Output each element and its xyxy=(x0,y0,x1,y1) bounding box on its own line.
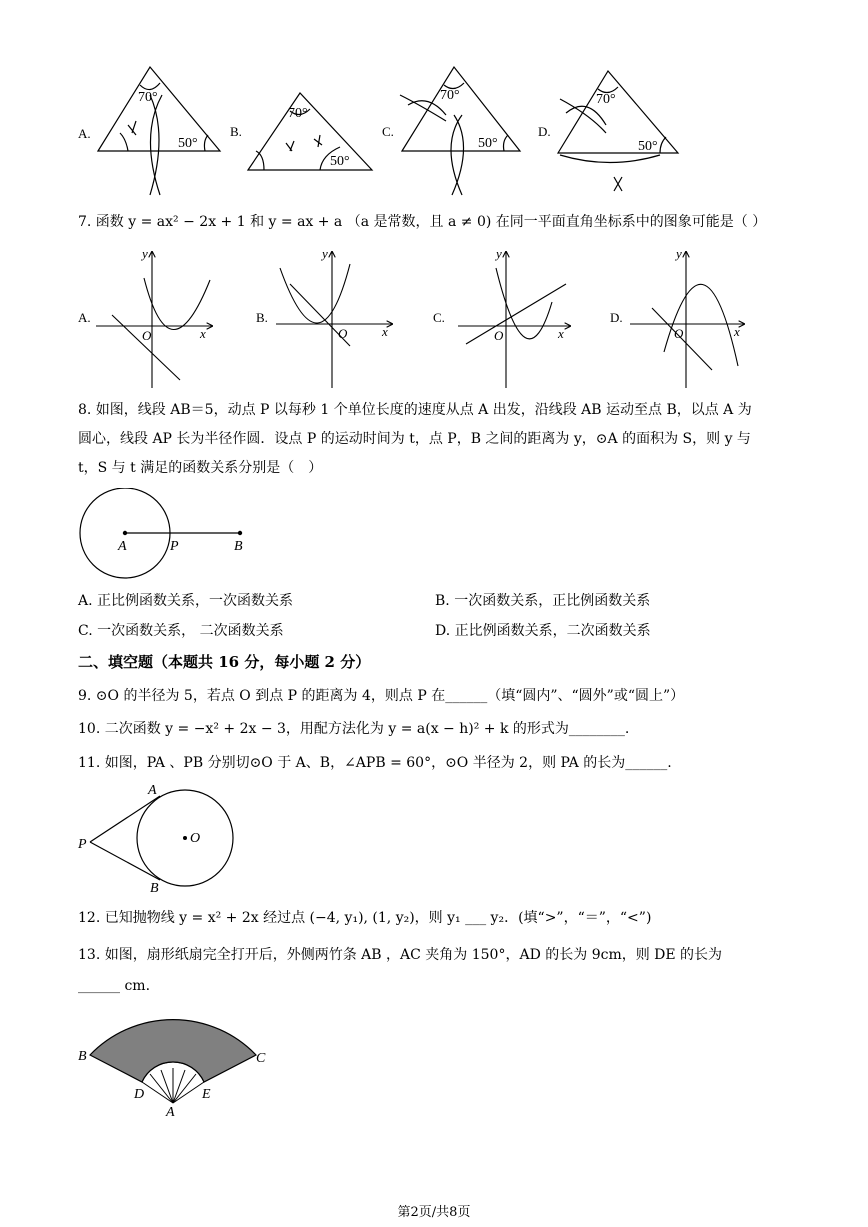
q7-b-x: x xyxy=(382,324,388,339)
q9-question: 9. ⊙O 的半径为 5，若点 O 到点 P 的距离为 4，则点 P 在______（填“圆内”、“圆外”或“圆上”） xyxy=(78,688,685,704)
q8-choice-d: D. 正比例函数关系，二次函数关系 xyxy=(435,623,651,639)
q8-choice-c: C. 一次函数关系， 二次函数关系 xyxy=(78,623,284,639)
q6-b-angle-top: 70° xyxy=(288,106,308,121)
q12-question: 12. 已知抛物线 y = x² + 2x 经过点 (−4, y₁), (1, y₂)，则 y₁ ___ y₂．(填“>”，“＝”，“<”) xyxy=(78,910,652,926)
q6-triangle-c xyxy=(400,67,520,195)
q11-question: 11. 如图，PA 、PB 分别切⊙O 于 A、B，∠APB = 60°，⊙O 半径为 2，则 PA 的长为______. xyxy=(78,755,672,771)
q11-point-o: O xyxy=(190,831,201,846)
page-footer: 第2页/共8页 xyxy=(397,1205,471,1220)
q6-triangle-a xyxy=(98,67,220,195)
q6-a-angle-top: 70° xyxy=(138,90,158,105)
q8-svg xyxy=(70,488,270,588)
q8-line3: t，S 与 t 满足的函数关系分别是（ ） xyxy=(78,460,323,476)
q13-figure xyxy=(70,1000,290,1120)
q7-a-y: y xyxy=(142,246,148,261)
q7-a-x: x xyxy=(200,326,206,341)
q6-d-angle-top: 70° xyxy=(596,92,616,107)
q13-line1: 13. 如图，扇形纸扇完全打开后，外侧两竹条 AB ，AC 夹角为 150°，AD 的长为 9cm，则 DE 的长为 xyxy=(78,947,723,963)
q11-point-b: B xyxy=(150,881,159,896)
q6-option-b-label: B. xyxy=(230,124,242,139)
q13-point-c: C xyxy=(256,1051,266,1066)
q13-line2: ______ cm. xyxy=(78,978,151,994)
q6-option-d-label: D. xyxy=(538,124,551,139)
q6-b-angle-right: 50° xyxy=(330,154,350,169)
q10-question: 10. 二次函数 y = −x² + 2x − 3，用配方法化为 y = a(x − h)² + k 的形式为________. xyxy=(78,721,630,737)
q7-a-origin: O xyxy=(142,328,152,343)
q7-option-c-label: C. xyxy=(433,310,445,325)
q6-option-c-label: C. xyxy=(382,124,394,139)
q7-graph-c xyxy=(458,252,570,388)
q8-point-a: A xyxy=(118,539,127,554)
q7-b-origin: O xyxy=(338,326,348,341)
q6-figures xyxy=(0,55,868,205)
q6-c-angle-right: 50° xyxy=(478,136,498,151)
q13-point-b: B xyxy=(78,1049,87,1064)
q7-c-origin: O xyxy=(494,328,504,343)
q6-option-a-label: A. xyxy=(78,126,91,141)
q11-svg xyxy=(70,778,250,898)
section-2-heading: 二、填空题（本题共 16 分，每小题 2 分） xyxy=(78,653,371,671)
q8-point-p: P xyxy=(170,539,179,554)
q13-svg xyxy=(70,1000,290,1120)
q8-figure xyxy=(70,488,270,588)
q6-d-angle-right: 50° xyxy=(638,139,658,154)
q6-c-angle-top: 70° xyxy=(440,88,460,103)
q7-d-x: x xyxy=(734,324,740,339)
q7-svg xyxy=(0,240,868,395)
q8-choice-b: B. 一次函数关系，正比例函数关系 xyxy=(435,593,651,609)
q7-question: 7. 函数 y = ax² − 2x + 1 和 y = ax + a （a 是常数，且 a ≠ 0) 在同一平面直角坐标系中的图象可能是（ ） xyxy=(78,214,767,230)
q8-line2: 圆心，线段 AP 长为半径作圆．设点 P 的运动时间为 t，点 P，B 之间的距离为 y，⊙A 的面积为 S，则 y 与 xyxy=(78,431,751,447)
q6-svg xyxy=(0,55,868,205)
q11-point-p: P xyxy=(78,837,87,852)
q11-point-a: A xyxy=(148,783,157,798)
q13-point-d: D xyxy=(134,1087,145,1102)
q7-graph-a xyxy=(96,252,212,388)
q7-b-y: y xyxy=(322,246,328,261)
q8-choice-a: A. 正比例函数关系，一次函数关系 xyxy=(78,593,294,609)
q7-graph-b xyxy=(276,252,392,388)
q6-triangle-b xyxy=(248,93,372,170)
q7-d-y: y xyxy=(676,246,682,261)
q13-point-a: A xyxy=(166,1105,175,1120)
q7-d-origin: O xyxy=(674,326,684,341)
q7-c-y: y xyxy=(496,246,502,261)
q8-point-b: B xyxy=(234,539,243,554)
q7-graph-d xyxy=(630,252,744,388)
q11-figure xyxy=(70,778,250,898)
q7-option-d-label: D. xyxy=(610,310,623,325)
q7-option-b-label: B. xyxy=(256,310,268,325)
q7-figures xyxy=(0,240,868,395)
q7-option-a-label: A. xyxy=(78,310,91,325)
q6-triangle-d xyxy=(558,71,678,191)
q6-a-angle-right: 50° xyxy=(178,136,198,151)
q7-c-x: x xyxy=(558,326,564,341)
q13-point-e: E xyxy=(202,1087,211,1102)
q8-line1: 8. 如图，线段 AB＝5，动点 P 以每秒 1 个单位长度的速度从点 A 出发，沿线段 AB 运动至点 B，以点 A 为 xyxy=(78,402,752,418)
